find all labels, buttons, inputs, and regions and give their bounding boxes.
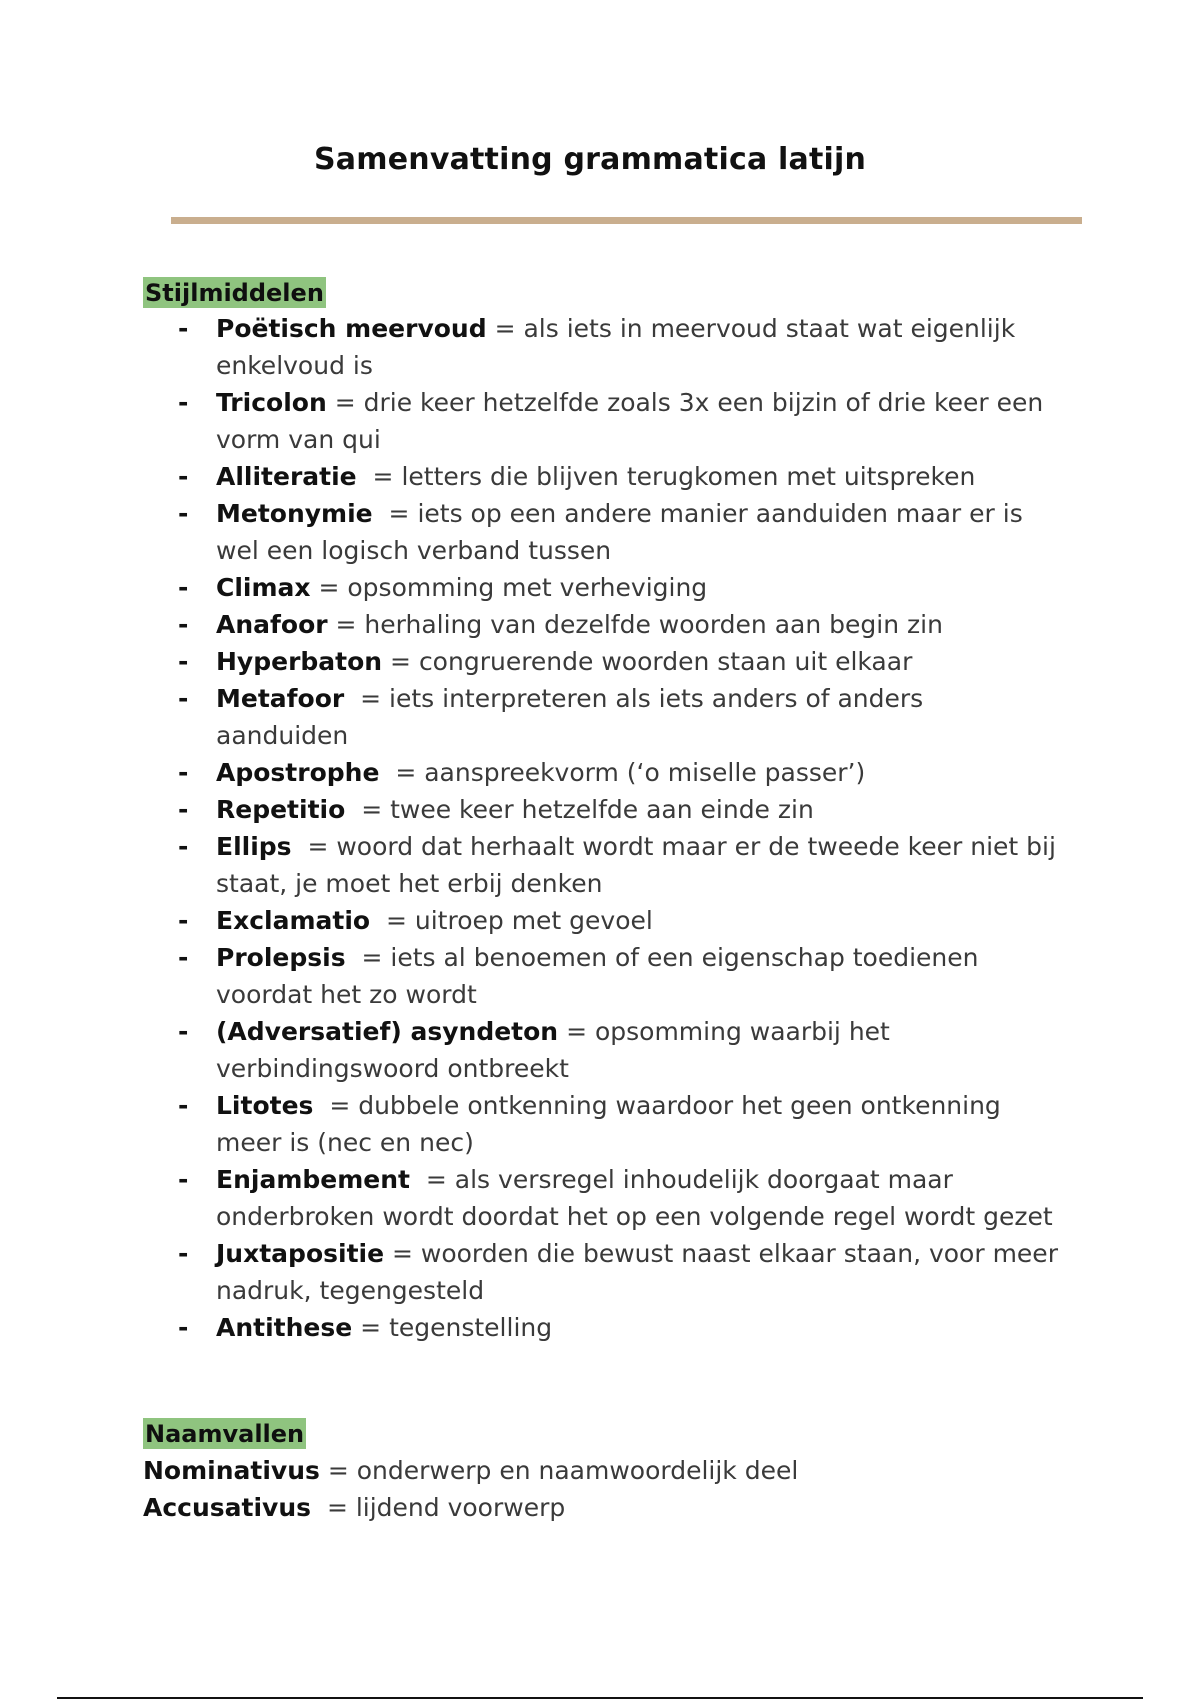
term-definition: = opsomming met verheviging [318, 573, 708, 602]
naamvallen-list [143, 1452, 1083, 1526]
term-definition: = aanspreekvorm (‘o miselle passer’) [395, 758, 866, 787]
bullet-dash: - [178, 573, 189, 602]
term-definition: = uitroep met gevoel [385, 906, 653, 935]
term-definition: = lijdend voorwerp [326, 1493, 566, 1522]
bullet-dash: - [178, 314, 189, 343]
term-label: Juxtapositie [216, 1239, 385, 1268]
term-definition: = iets al benoemen of een eigenschap toedienen voordat het zo wordt [216, 943, 979, 1009]
list-item [143, 939, 1063, 1013]
list-item [143, 1309, 1063, 1346]
title-divider [171, 217, 1082, 224]
list-item [143, 1161, 1063, 1235]
term-definition: = iets op een andere manier aanduiden maar er is wel een logisch verband tussen [216, 499, 1023, 565]
term-definition: = woorden die bewust naast elkaar staan, voor meer nadruk, tegengesteld [216, 1239, 1058, 1305]
term-label: Prolepsis [216, 943, 346, 972]
term-label: Tricolon [216, 388, 327, 417]
list-item [143, 310, 1063, 384]
term-definition: = drie keer hetzelfde zoals 3x een bijzin of drie keer een vorm van qui [216, 388, 1044, 454]
term-label: Apostrophe [216, 758, 380, 787]
section-heading-stijlmiddelen: Stijlmiddelen [145, 279, 324, 307]
bullet-dash: - [178, 758, 189, 787]
list-item [143, 1452, 1083, 1489]
term-definition: = woord dat herhaalt wordt maar er de tweede keer niet bij staat, je moet het erbij denken [216, 832, 1056, 898]
bullet-dash: - [178, 462, 189, 491]
bullet-dash: - [178, 832, 189, 861]
section-heading-naamvallen: Naamvallen [145, 1420, 305, 1448]
term-label: Exclamatio [216, 906, 371, 935]
stijlmiddelen-list [143, 310, 1063, 1346]
list-item [143, 606, 1063, 643]
term-definition: = tegenstelling [360, 1313, 553, 1342]
term-definition: = iets interpreteren als iets anders of anders aanduiden [216, 684, 924, 750]
list-item [143, 791, 1063, 828]
list-item [143, 643, 1063, 680]
list-item [143, 754, 1063, 791]
list-item [143, 680, 1063, 754]
term-label: Accusativus [143, 1493, 312, 1522]
list-item [143, 902, 1063, 939]
page-bottom-rule [57, 1697, 1143, 1699]
list-item [143, 1489, 1083, 1526]
term-definition: = herhaling van dezelfde woorden aan begin zin [335, 610, 943, 639]
term-label: Enjambement [216, 1165, 410, 1194]
term-label: Ellips [216, 832, 292, 861]
term-definition: = twee keer hetzelfde aan einde zin [361, 795, 814, 824]
bullet-dash: - [178, 610, 189, 639]
bullet-dash: - [178, 1239, 189, 1268]
list-item [143, 569, 1063, 606]
term-label: Repetitio [216, 795, 346, 824]
bullet-dash: - [178, 1165, 189, 1194]
list-item [143, 828, 1063, 902]
term-label: Anafoor [216, 610, 328, 639]
bullet-dash: - [178, 1313, 189, 1342]
term-definition: = onderwerp en naamwoordelijk deel [327, 1456, 799, 1485]
bullet-dash: - [178, 499, 189, 528]
bullet-dash: - [178, 906, 189, 935]
term-definition: = opsomming waarbij het verbindingswoord ontbreekt [216, 1017, 890, 1083]
term-definition: = congruerende woorden staan uit elkaar [390, 647, 913, 676]
bullet-dash: - [178, 647, 189, 676]
list-item [143, 1013, 1063, 1087]
term-label: Nominativus [143, 1456, 320, 1485]
term-label: Climax [216, 573, 311, 602]
term-label: Metafoor [216, 684, 345, 713]
term-label: Metonymie [216, 499, 373, 528]
term-label: Antithese [216, 1313, 353, 1342]
term-label: Litotes [216, 1091, 314, 1120]
list-item [143, 495, 1063, 569]
term-label: (Adversatief) asyndeton [216, 1017, 559, 1046]
bullet-dash: - [178, 795, 189, 824]
bullet-dash: - [178, 684, 189, 713]
list-item [143, 1087, 1063, 1161]
bullet-dash: - [178, 1091, 189, 1120]
term-label: Poëtisch meervoud [216, 314, 487, 343]
term-definition: = dubbele ontkenning waardoor het geen ontkenning meer is (nec en nec) [216, 1091, 1001, 1157]
list-item [143, 1235, 1063, 1309]
bullet-dash: - [178, 388, 189, 417]
term-label: Hyperbaton [216, 647, 383, 676]
list-item [143, 384, 1063, 458]
bullet-dash: - [178, 1017, 189, 1046]
term-definition: = als versregel inhoudelijk doorgaat maar onderbroken wordt doordat het op een volgende regel wordt gezet [216, 1165, 1053, 1231]
list-item [143, 458, 1063, 495]
page-title: Samenvatting grammatica latijn [314, 142, 867, 177]
term-label: Alliteratie [216, 462, 357, 491]
term-definition: = letters die blijven terugkomen met uitspreken [372, 462, 976, 491]
bullet-dash: - [178, 943, 189, 972]
term-definition: = als iets in meervoud staat wat eigenlijk enkelvoud is [216, 314, 1016, 380]
